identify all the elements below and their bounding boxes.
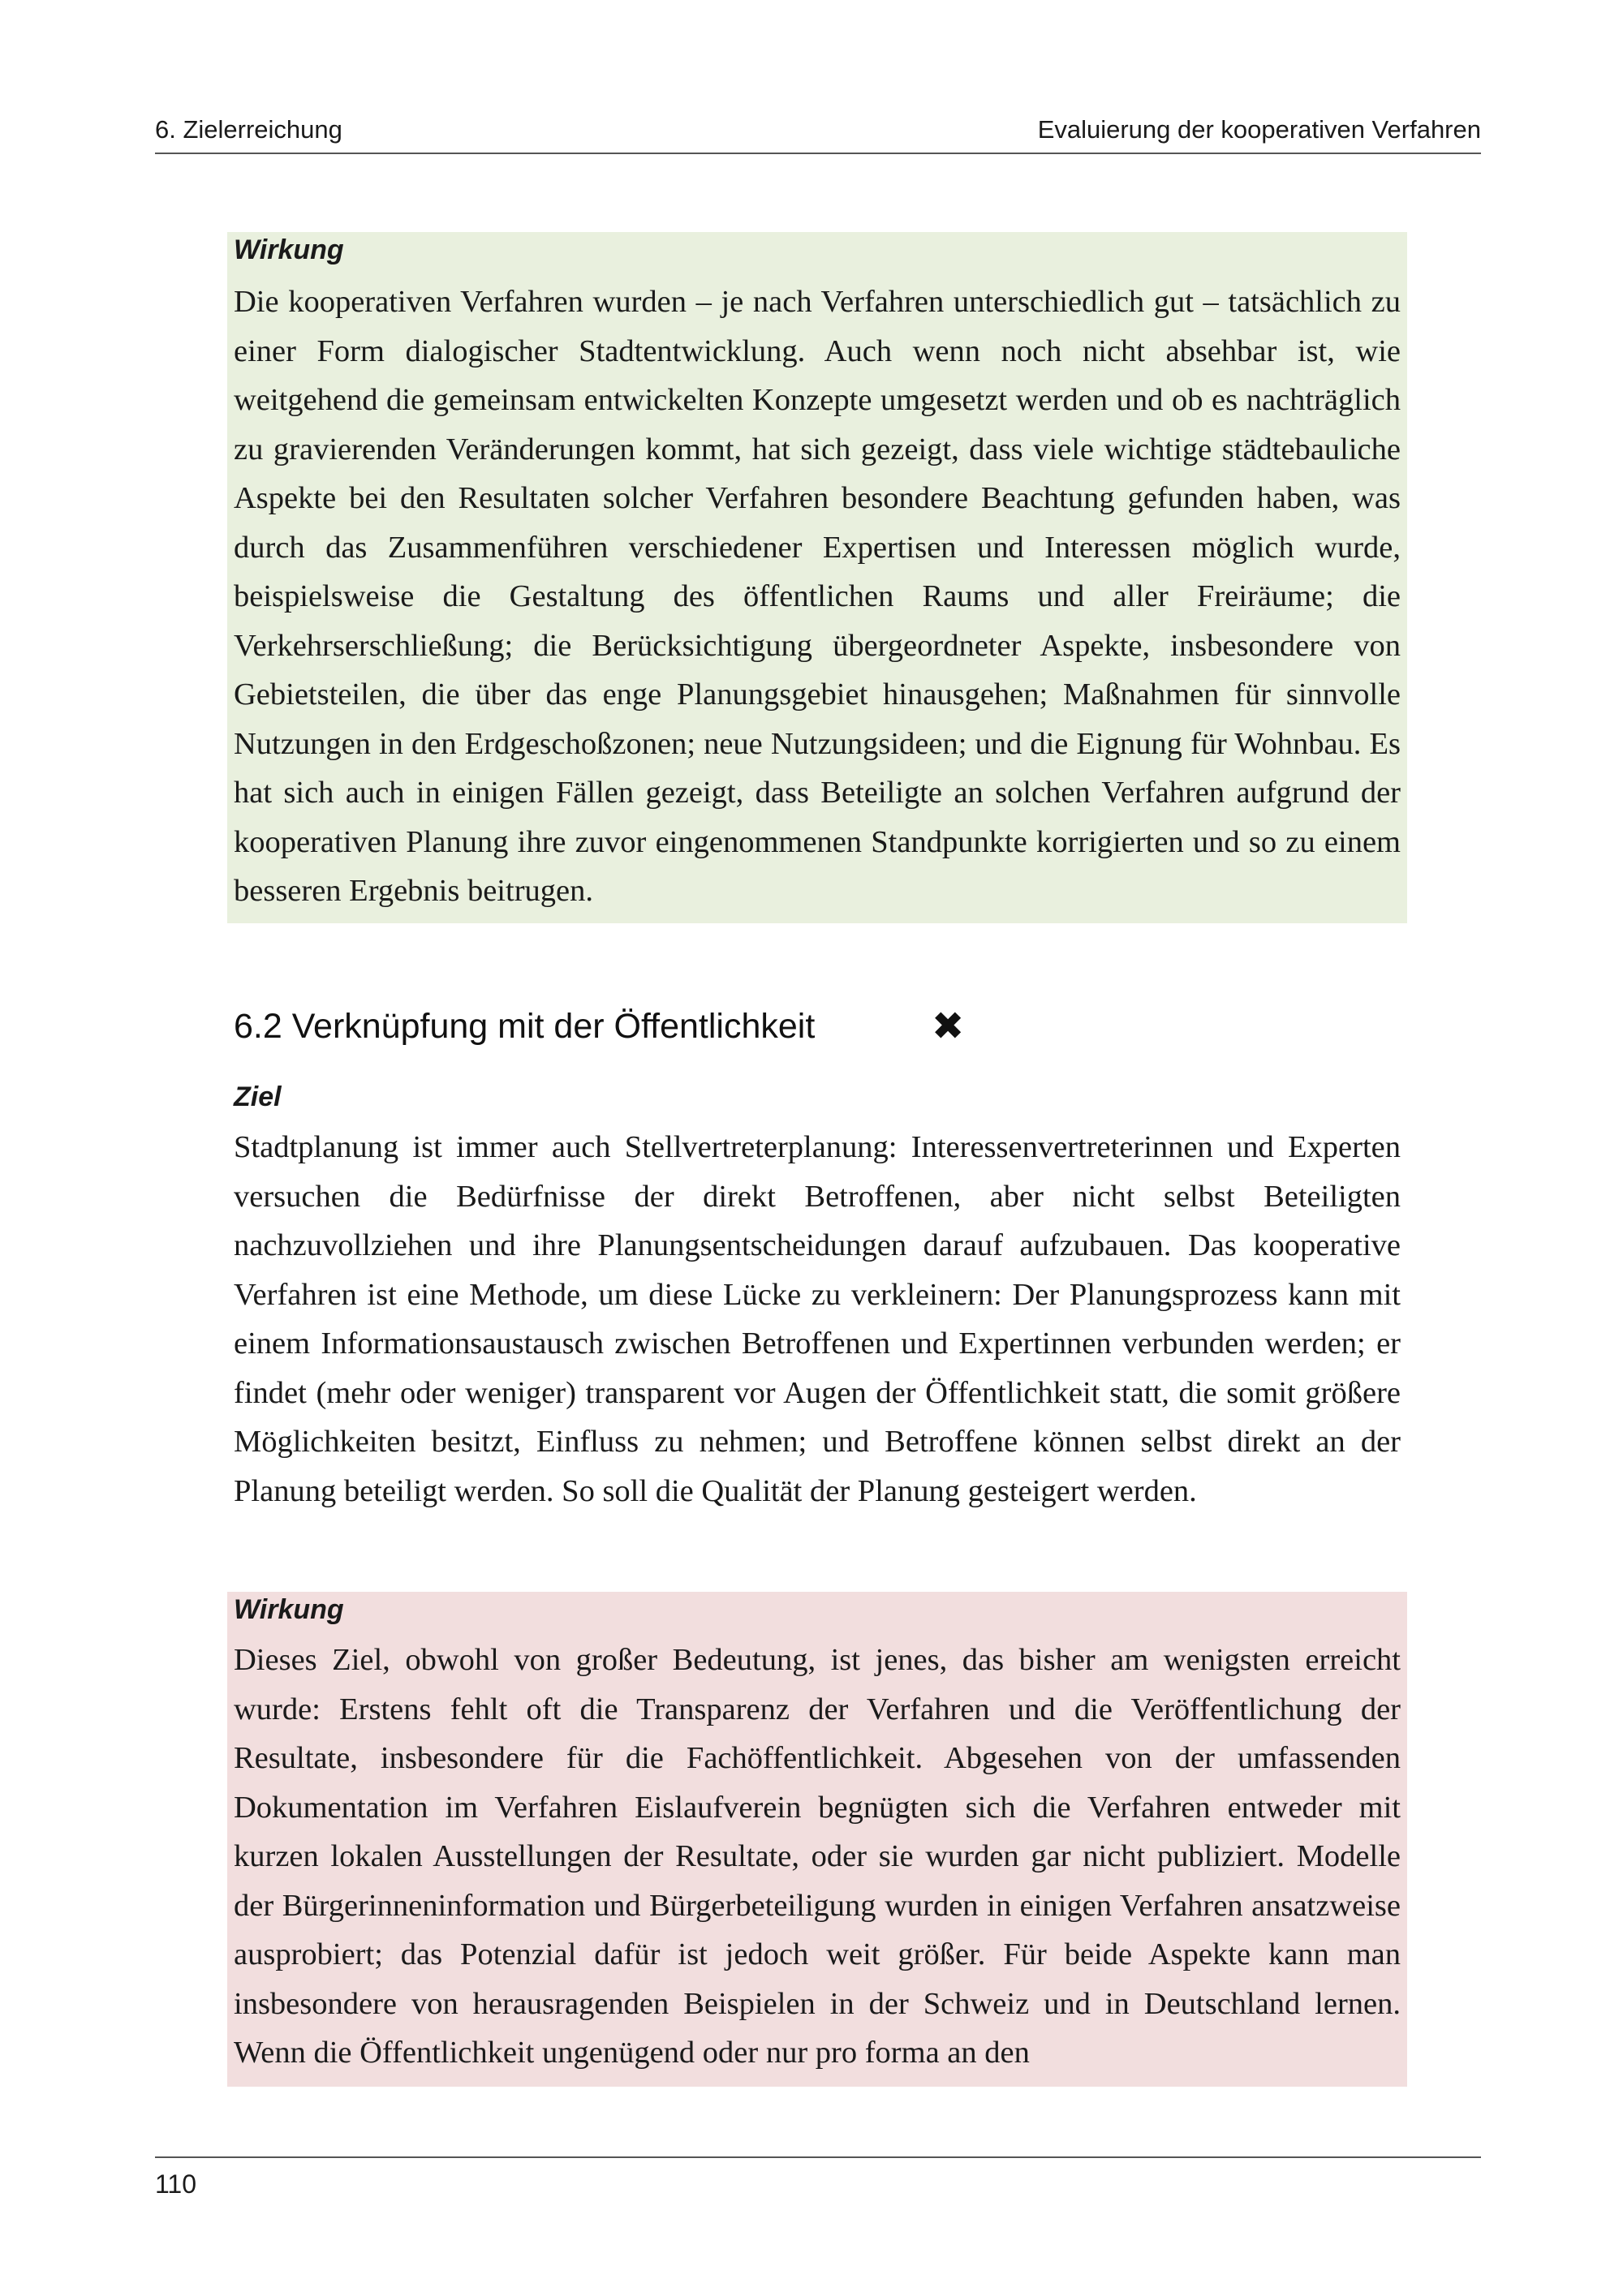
wirkung-heading: Wirkung <box>234 234 344 265</box>
page-number: 110 <box>155 2169 197 2199</box>
wirkung-box-green <box>227 232 1407 923</box>
ziel-heading: Ziel <box>234 1081 282 1112</box>
section-title-row <box>234 998 1407 1055</box>
ziel-paragraph: Stadtplanung ist immer auch Stellvertreterplanung: Interessenvertreterinnen und Experten versuchen die Bedürfnisse der direkt Betroffenen, aber nicht selbst Beteiligten nachzuvollziehen und ihre Planungsentscheidungen darauf aufzubauen. Das kooperative Verfahren ist eine Methode, um diese Lücke zu verkleinern: Der Planungsprozess kann mit einem Informationsaustausch zwischen Betroffenen und Expertinnen verbunden werden; er findet (mehr oder weniger) transparent vor Augen der Öffentlichkeit statt, die somit größere Möglichkeiten besitzt, Einfluss zu nehmen; und Betroffene können selbst direkt an der Planung beteiligt werden. So soll die Qualität der Planung gesteigert werden. <box>234 1130 1401 1508</box>
wirkung-paragraph: Dieses Ziel, obwohl von großer Bedeutung, ist jenes, das bisher am wenigsten erreicht wurde: Erstens fehlt oft die Transparenz der Verfahren und die Veröffentlichung der Resultate, insbesondere für die Fachöffentlichkeit. Abgesehen von der umfassenden Dokumentation im Verfahren Eislaufverein begnügten sich die Verfahren entweder mit kurzen lokalen Ausstellungen der Resultate, oder sie wurden gar nicht publiziert. Modelle der Bürgerinneninformation und Bürgerbeteiligung wurden in einigen Verfahren ansatzweise ausprobiert; das Potenzial dafür ist jedoch weit größer. Für beide Aspekte kann man insbesondere von herausragenden Beispielen in der Schweiz und in Deutschland lernen. Wenn die Öffentlichkeit ungenügend oder nur pro forma an den <box>234 1643 1401 2070</box>
chapter-label: 6. Zielerreichung <box>155 115 342 144</box>
wirkung-heading: Wirkung <box>234 1594 344 1625</box>
x-mark-icon: ✖ <box>932 1004 965 1049</box>
running-head <box>155 112 1481 154</box>
section-title: 6.2 Verknüpfung mit der Öffentlichkeit <box>234 1007 816 1046</box>
page-footer <box>155 2156 1481 2199</box>
ziel-block <box>234 1079 1401 1516</box>
document-title: Evaluierung der kooperativen Verfahren <box>1037 115 1481 144</box>
wirkung-box-red <box>227 1592 1407 2087</box>
wirkung-paragraph: Die kooperativen Verfahren wurden – je nach Verfahren unterschiedlich gut – tatsächlich zu einer Form dialogischer Stadtentwicklung. Auch wenn noch nicht absehbar ist, wie weitgehend die gemeinsam entwickelten Konzepte umgesetzt werden und ob es nachträglich zu gravierenden Veränderungen kommt, hat sich gezeigt, dass viele wichtige städtebauliche Aspekte bei den Resultaten solcher Verfahren besondere Beachtung gefunden haben, was durch das Zusammenführen verschiedener Expertisen und Interessen möglich wurde, beispielsweise die Gestaltung des öffentlichen Raums und aller Freiräume; die Verkehrserschließung; die Berücksichtigung übergeordneter Aspekte, insbesondere von Gebietsteilen, die über das enge Planungsgebiet hinausgehen; Maßnahmen für sinnvolle Nutzungen in den Erdgeschoßzonen; neue Nutzungsideen; und die Eignung für Wohnbau. Es hat sich auch in einigen Fällen gezeigt, dass Beteiligte an solchen Verfahren aufgrund der kooperativen Planung ihre zuvor eingenommenen Standpunkte korrigierten und so zu einem besseren Ergebnis beitrugen. <box>234 285 1401 908</box>
